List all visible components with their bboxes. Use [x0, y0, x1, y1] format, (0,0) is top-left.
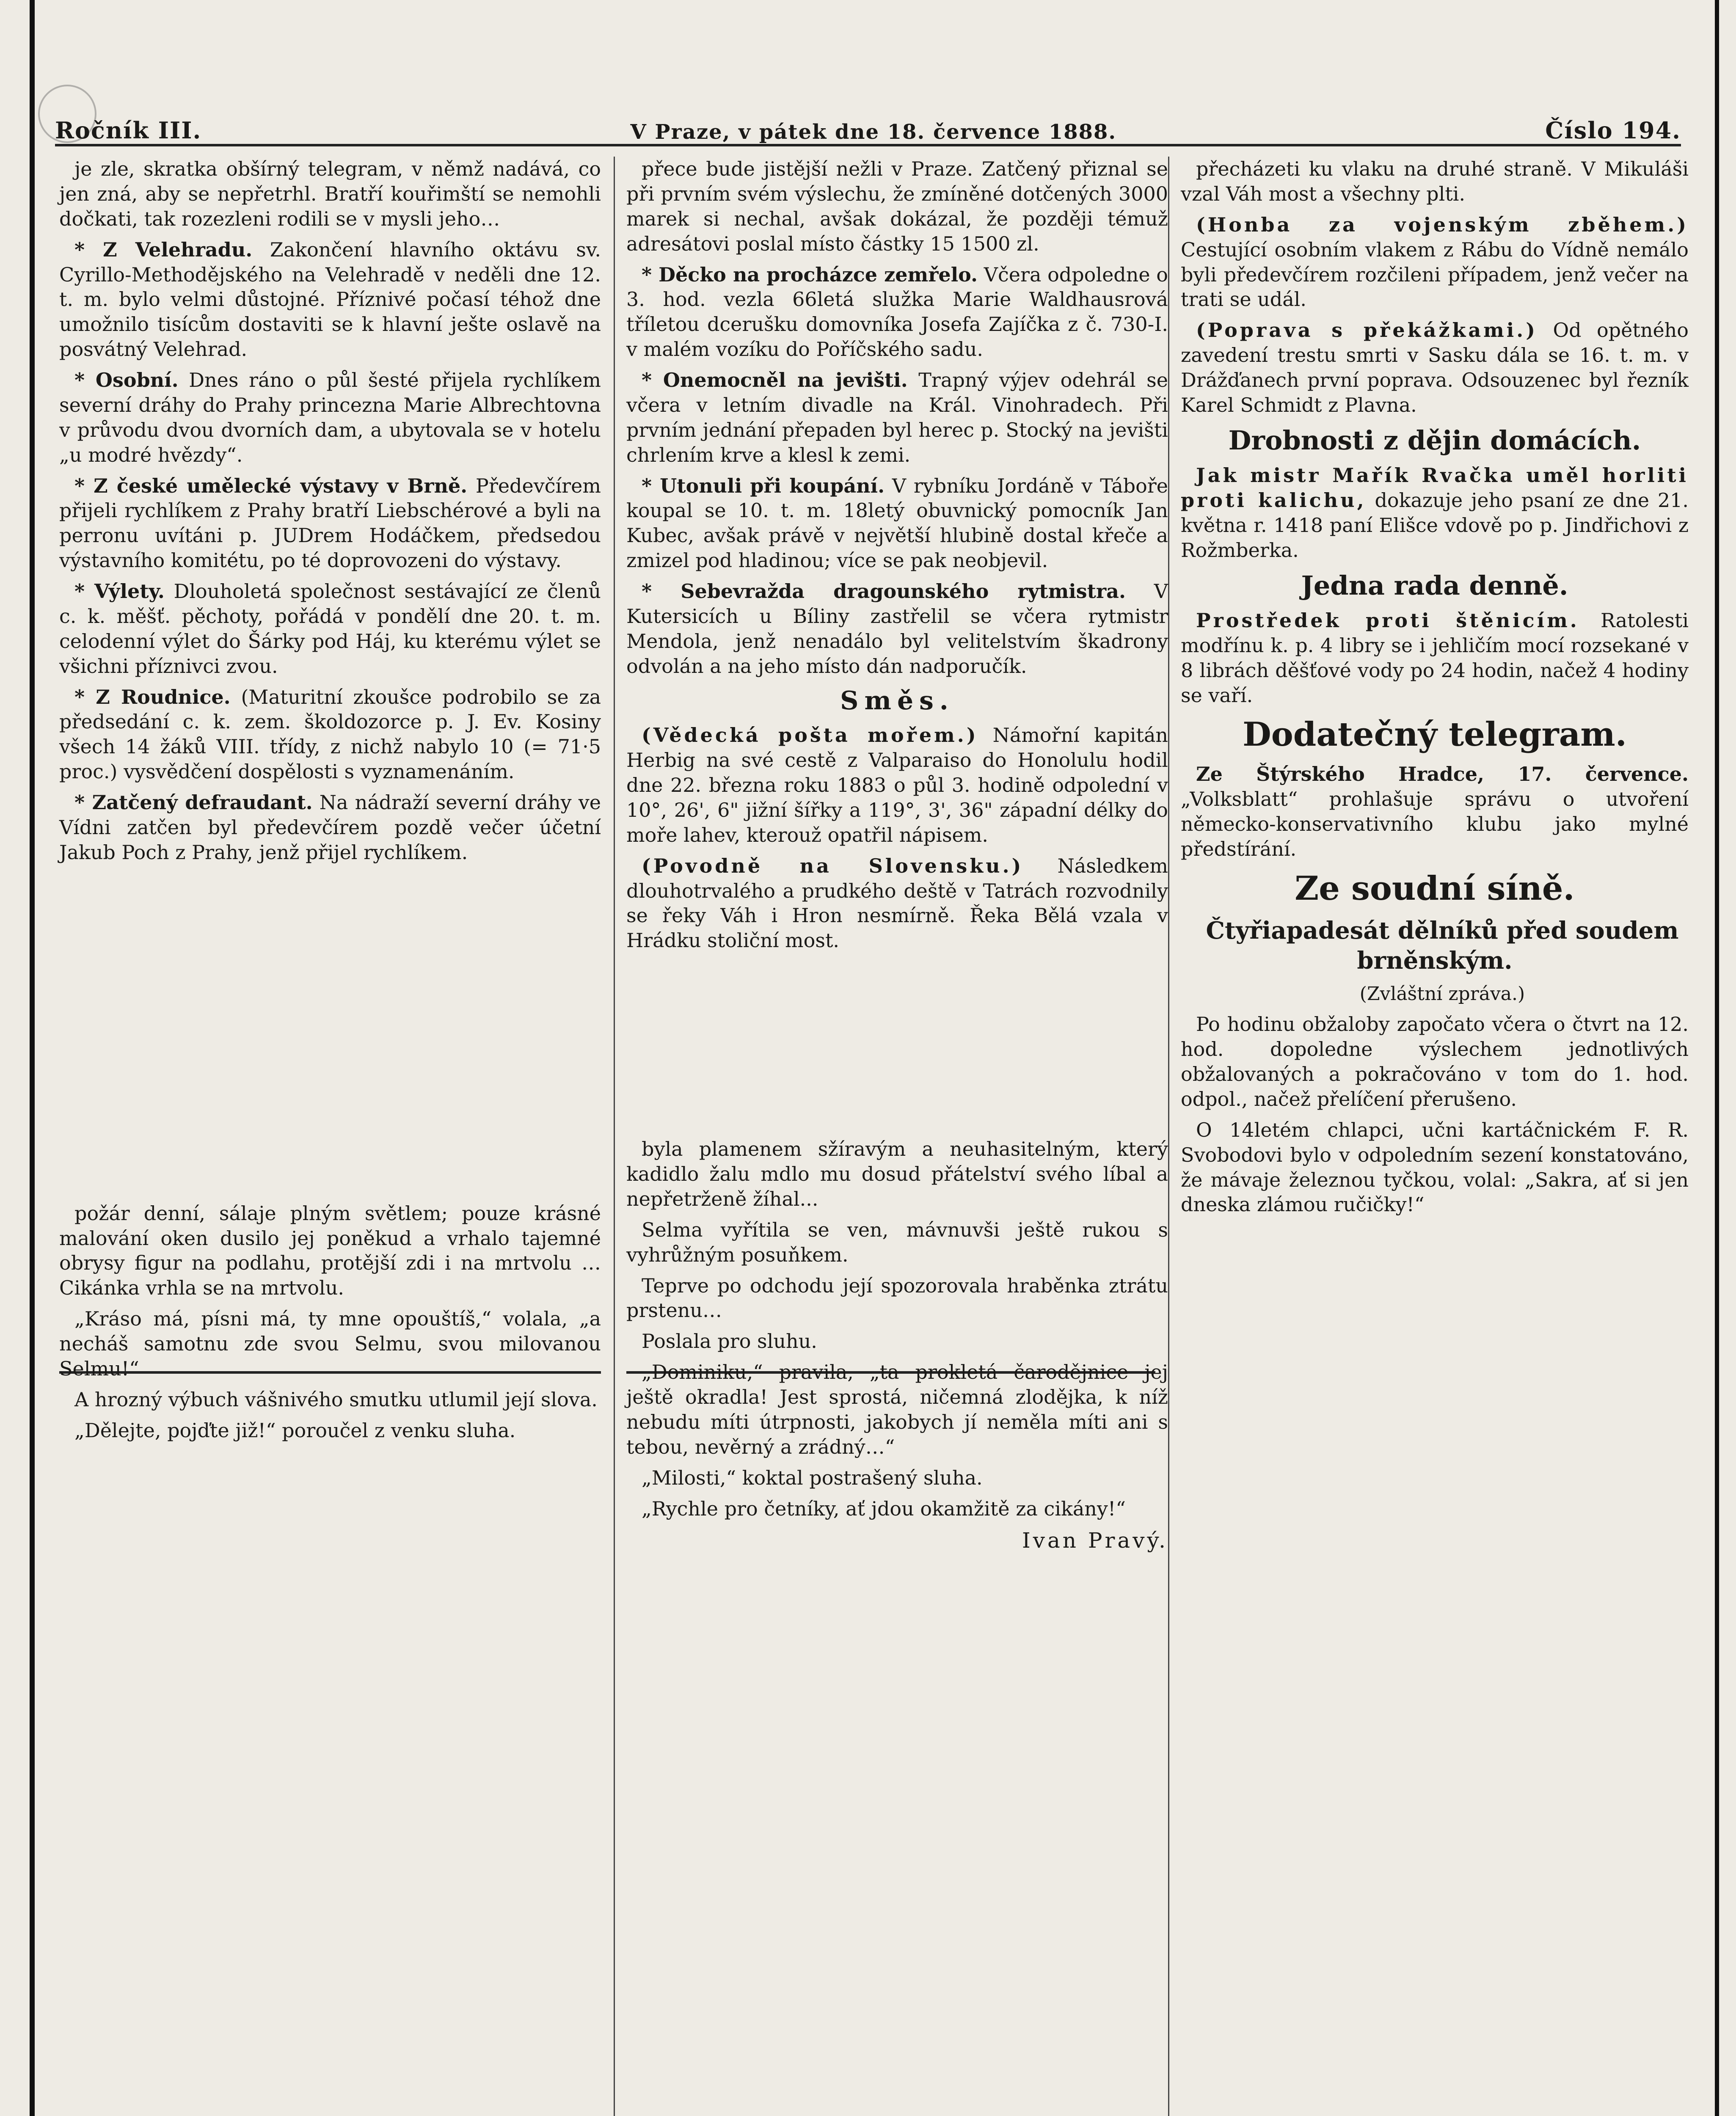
section-heading-drobnosti: Drobnosti z dějin domácích. [1228, 424, 1641, 456]
news-item: (Vědecká pošta mořem.) Námořní kapitán Herbig na své cestě z Valparaiso do Honolulu hodil dne 22. března roku 1883 o půl 3. hodině odpolední v 10°, 26', 6" jižní šířky a 119°, 3', 36" západní délky do moře lahev, kterouž opatřil nápisem. [626, 724, 1168, 846]
section-heading-soud: Ze soudní síně. [1295, 869, 1575, 908]
article-text: Po hodinu obžaloby započato včera o čtvrt na 12. hod. dopoledne výslechem jednotlivých obžalovaných a pokračováno v tom do 1. hod. odpol., načež přelíčení přerušeno. [1181, 1013, 1689, 1110]
section-heading-smes: Směs. [840, 686, 954, 716]
news-item: * Z Velehradu. Zakončení hlavního oktávu sv. Cyrillo-Methodějského na Velehradě v neděli dne 12. t. m. bylo velmi důstojné. Příznivé počasí téhož dne umožnilo tisícům dostaviti se k hlavní ješte oslavě na posvátný Velehrad. [59, 238, 601, 361]
feuilleton-text: „Rychle pro četníky, ať jdou okamžitě za cikány!“ [642, 1497, 1126, 1520]
feuilleton-text: „Kráso má, písni má, ty mne opouštíš,“ volala, „a necháš samotnu zde svou Selmu, svou milovanou Selmu!“ [59, 1307, 601, 1380]
feuilleton-text: požár denní, sálaje plným světlem; pouze krásné malování oken dusilo jej poněkud a vrhalo tajemné obrysy figur na podlahu, protější zdi i na mrtvolu … Cikánka vrhla se na mrtvolu. [59, 1201, 601, 1300]
news-item: * Výlety. Dlouholetá společnost sestávající ze členů c. k. měšť. pěchoty, pořádá v pondělí dne 20. t. m. celodenní výlet do Šárky pod Háj, ku kterému výlet se všichni příznivci zvou. [59, 580, 601, 678]
news-item: * Z Roudnice. (Maturitní zkoušce podrobilo se za předsedání c. k. zem. školdozorce p. J. Ev. Kosiny všech 14 žáků VIII. třídy, z nichž nabylo 10 (= 71·5 proc.) vysvědčení dospělosti s vyznamenáním. [59, 685, 601, 783]
feuilleton-text: Poslala pro sluhu. [642, 1330, 817, 1353]
issue-number: Číslo 194. [1545, 117, 1681, 144]
news-item: (Poprava s překážkami.) Od opětného zavedení trestu smrti v Sasku dála se 16. t. m. v Drážďanech první poprava. Odsouzenec byl řezník Karel Schmidt z Plavna. [1181, 319, 1689, 416]
feuilleton-text: Teprve po odchodu její spozorovala hraběnka ztrátu prstenu… [626, 1274, 1168, 1322]
news-item: * Onemocněl na jevišti. Trapný výjev odehrál se včera v letním divadle na Král. Vinohradech. Při prvním jednání přepaden byl herec p. Stocký na jevišti chrlením krve a klesl k zemi. [626, 369, 1168, 466]
section-heading-rada: Jedna rada denně. [1301, 570, 1568, 601]
news-item: * Osobní. Dnes ráno o půl šesté přijela rychlíkem severní dráhy do Prahy princezna Marie Albrechtovna v průvodu dvou dvorních dam, a ubytovala se v hotelu „u modré hvězdy“. [59, 369, 601, 466]
feuilleton-text: A hrozný výbuch vášnivého smutku utlumil její slova. [74, 1388, 598, 1411]
masthead-line [55, 106, 1681, 146]
news-item: * Z české umělecké výstavy v Brně. Předevčírem přijeli rychlíkem z Prahy bratří Liebschérové a byli na perronu uvítáni p. JUDrem Hodáčkem, předsedou výstavního komitétu, po té doprovozeni do výstavy. [59, 474, 601, 572]
section-heading-telegram: Dodatečný telegram. [1243, 715, 1627, 754]
feuilleton-text: „Dominiku,“ pravila, „ta prokletá čarodějnice jej ještě okradla! Jest sprostá, ničemná zlodějka, k níž nebudu míti útrpnosti, jakobych jí neměla míti ani s tebou, nevěrný a zrádný…“ [626, 1361, 1168, 1458]
article-note: (Zvláštní zpráva.) [1359, 983, 1525, 1005]
feuilleton-text: „Dělejte, pojďte již!“ poroučel z venku sluha. [74, 1419, 516, 1442]
news-item: * Zatčený defraudant. Na nádraží severní dráhy ve Vídni zatčen byl předevčírem pozdě večer účetní Jakub Poch z Prahy, jenž přijel rychlíkem. [59, 791, 601, 864]
column-rule-1 [614, 157, 615, 2116]
scan-border-right [1715, 0, 1719, 2116]
news-item: Jak mistr Mařík Rvačka uměl horliti proti kalichu, dokazuje jeho psaní ze dne 21. května r. 1418 paní Elišce vdově po p. Jindřichovi z Rožmberka. [1181, 464, 1689, 562]
article-text: přecházeti ku vlaku na druhé straně. V Mikuláši vzal Váh most a všechny plti. [1181, 157, 1689, 205]
column-2 [626, 157, 1168, 1560]
column-rule-2 [1168, 157, 1169, 2116]
date-line: V Praze, v pátek dne 18. července 1888. [630, 120, 1117, 144]
column-3 [1181, 157, 1689, 1223]
news-item: Ze Štýrského Hradce, 17. července. „Volksblatt“ prohlašuje správu o utvoření německo-konservativního klubu jako mylné předstírání. [1181, 763, 1689, 860]
news-item: (Povodně na Slovensku.) Následkem dlouhotrvalého a prudkého deště v Tatrách rozvodnily se řeky Váh i Hron nesmírně. Řeka Bělá vzala v Hrádku stoliční most. [626, 854, 1168, 952]
column-1 [59, 157, 601, 1449]
scan-border-left [30, 0, 35, 2116]
news-item: (Honba za vojenským zběhem.) Cestující osobním vlakem z Rábu do Vídně nemálo byli předevčírem rozčileni případem, jenž večer na trati se udál. [1181, 213, 1689, 311]
author-signature: Ivan Pravý. [1022, 1528, 1168, 1553]
feuilleton-text: Selma vyřítila se ven, mávnuvši ještě rukou s vyhrůžným posuňkem. [626, 1218, 1168, 1266]
article-text: je zle, skratka obšírný telegram, v němž nadává, co jen zná, aby se nepřetrhl. Bratří kouřimští se nemohli dočkati, tak rozezleni rodili se v mysli jeho… [59, 157, 601, 230]
news-item: * Děcko na procházce zemřelo. Včera odpoledne o 3. hod. vezla 66letá služka Marie Waldhausrová tříletou dcerušku domovníka Josefa Zajíčka z č. 730-I. v malém vozíku do Poříčského sadu. [626, 263, 1168, 361]
news-item: * Sebevražda dragounského rytmistra. V Kutersicích u Bíliny zastřelil se včera rytmistr Mendola, jenž nenadálo byl velitelstvím škadrony odvolán a na jeho místo dán nadporučík. [626, 580, 1168, 678]
news-item: * Utonuli při koupání. V rybníku Jordáně v Táboře koupal se 10. t. m. 18letý obuvnický pomocník Jan Kubec, avšak právě v největší hlubině dostal křeče a zmizel pod hladinou; více se pak neobjevil. [626, 474, 1168, 572]
feuilleton-text: byla plamenem sžíravým a neuhasitelným, který kadidlo žalu mdlo mu dosud přátelství svého líbal a nepřetrženě žíhal... [626, 1138, 1168, 1210]
article-subtitle: Čtyřiapadesát dělníků před soudem brněnským. [1206, 916, 1679, 975]
article-text: přece bude jistější nežli v Praze. Zatčený přiznal se při prvním svém výslechu, že zmíněné dotčených 3000 marek si nechal, avšak dokázal, že později témuž adresátovi poslal místo částky 15 1500 zl. [626, 157, 1168, 255]
news-item: Prostředek proti štěnicím. Ratolesti modřínu k. p. 4 libry se i jehličím mocí rozsekané v 8 librách děšťové vody po 24 hodin, načež 4 hodiny se vaří. [1181, 609, 1689, 707]
feuilleton-text: „Milosti,“ koktal postrašený sluha. [642, 1466, 983, 1489]
volume-label: Ročník III. [55, 117, 202, 144]
article-text: O 14letém chlapci, učni kartáčnickém F. R. Svobodovi bylo v odpoledním sezení konstatováno, že mávaje železnou tyčkou, volal: „Sakra, ať si jen dneska zlámou ručičky!“ [1181, 1118, 1689, 1216]
